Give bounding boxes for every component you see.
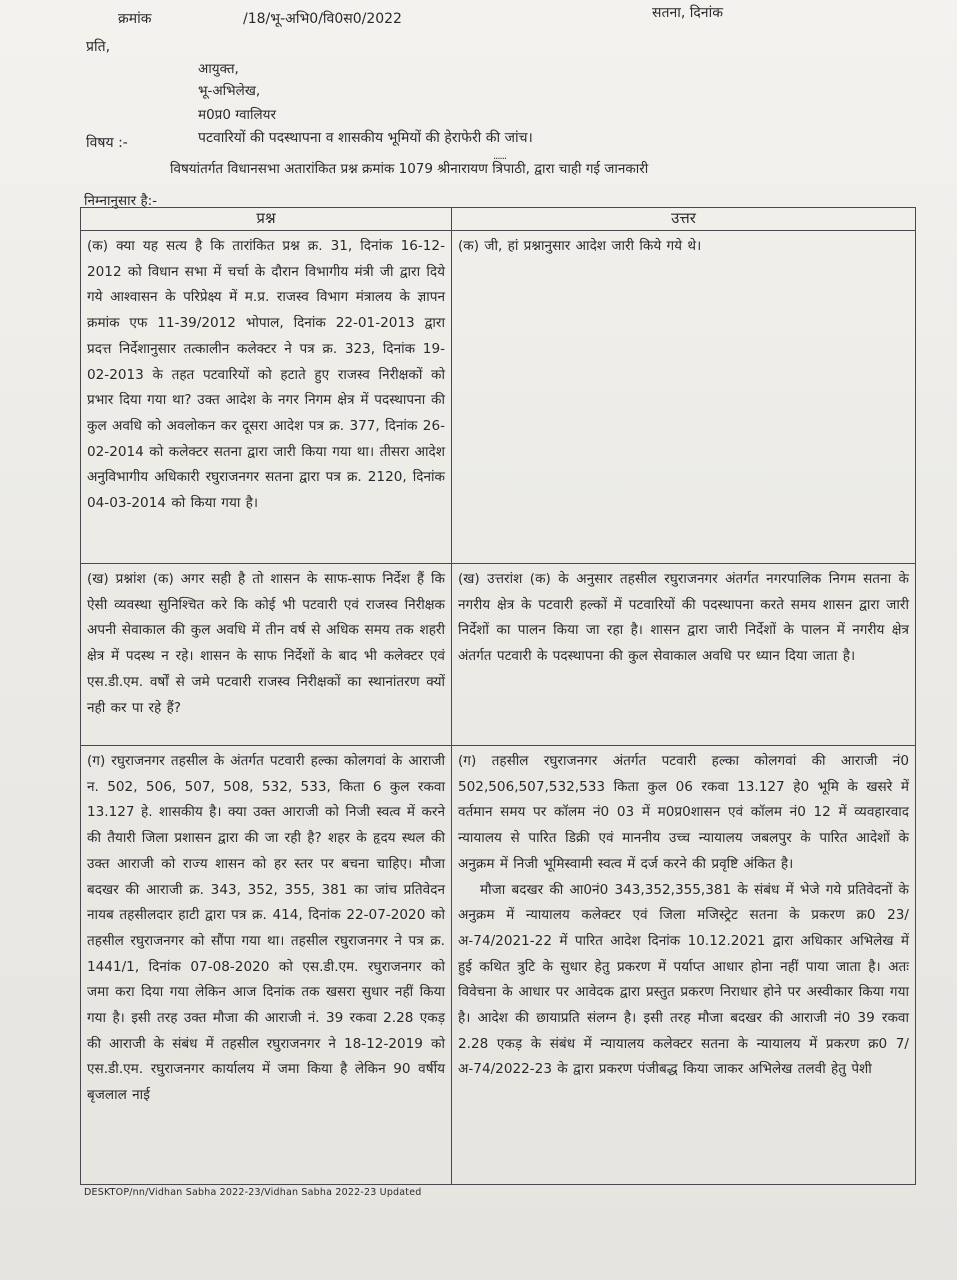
table-row (81, 564, 916, 746)
address-line-3: म0प्र0 ग्वालियर (198, 107, 277, 123)
subject-underline-mark: ...... (493, 151, 507, 162)
as-follows-line: निम्नानुसार है:- (84, 193, 158, 209)
question-answer-table (80, 207, 916, 1185)
answer-cell-ga (452, 746, 916, 1185)
subject-label: विषय :- (86, 135, 128, 151)
answer-text-ga-1: (ग) तहसील रघुराजनगर अंतर्गत पटवारी हल्का कोलगवां की आराजी नं0 502,506,507,532,533 किता कुल 06 रकवा 13.127 हे0 भूमि के खसरे में वर्तमान समय पर कॉलम नं0 03 में म0प्र0शासन एवं कॉलम नं0 12 में व्यवहारवाद न्यायालय से पारित डिक्री एवं माननीय उच्च न्यायालय जबलपुर के पारित आदेशों के अनुक्रम में निजी भूमिस्वामी स्वत्व में दर्ज करने की प्रवृष्टि अंकित है। (458, 753, 909, 872)
question-text-ka: (क) क्या यह सत्य है कि तारांकित प्रश्न क्र. 31, दिनांक 16-12-2012 को विधान सभा में चर्चा के दौरान विभागीय मंत्री जी द्वारा दिये गये आश्वासन के परिप्रेक्ष्य में म.प्र. राजस्व विभाग मंत्रालय के ज्ञापन क्रमांक एफ 11-39/2012 भोपाल, दिनांक 22-01-2013 द्वारा प्रदत्त निर्देशानुसार तत्कालीन कलेक्टर ने पत्र क्र. 323, दिनांक 19-02-2013 के तहत पटवारियों को हटाते हुए राजस्व निरीक्षकों को प्रभार दिया गया था? उक्त आदेश के नगर निगम क्षेत्र में पदस्थापना की कुल अवधि को अवलोकन कर दूसरा आदेश पत्र क्र. 377, दिनांक 26-02-2014 को कलेक्टर सतना द्वारा जारी किया गया था। तीसरा आदेश अनुविभागीय अधिकारी रघुराजनगर सतना द्वारा पत्र क्र. 2120, दिनांक 04-03-2014 को किया गया है। (87, 238, 445, 512)
kramank-label: क्रमांक (118, 11, 152, 27)
answer-cell-kha (452, 564, 916, 746)
answer-text-kha: (ख) उत्तरांश (क) के अनुसार तहसील रघुराजनगर अंतर्गत नगरपालिक निगम सतना के नगरीय क्षेत्र के पटवारी हल्कों में पटवारियों की पदस्थापना करते समय शासन द्वारा जारी निर्देशों का पालन किया जा रहा है। शासन द्वारा जारी निर्देशों के पालन में नगरीय क्षेत्र अंतर्गत पटवारी के पदस्थापना की कुल सेवाकाल अवधि पर ध्यान दिया जाता है। (458, 571, 909, 665)
question-cell-ka (81, 231, 452, 564)
subject-text: पटवारियों की पदस्थापना व शासकीय भूमियों की हेराफेरी की जांच। (198, 130, 533, 146)
header-question: प्रश्न (81, 208, 452, 231)
place-date: सतना, दिनांक (652, 5, 723, 21)
answer-text-ga-2: मौजा बदखर की आ0नं0 343,352,355,381 के संबंध में भेजे गये प्रतिवेदनों के अनुक्रम में न्यायालय कलेक्टर एवं जिला मजिस्ट्रेट सतना के प्रकरण क्र0 23/अ-74/2021-22 में पारित आदेश दिनांक 10.12.2021 द्वारा अधिकार अभिलेख में हुई कथित त्रुटि के सुधार हेतु प्रकरण में पर्याप्त आधार होना नहीं पाया जाता है। अतः विवेचना के आधार पर आवेदक द्वारा प्रस्तुत प्रकरण निराधार होने पर अस्वीकार किया गया है। आदेश की छायाप्रति संलग्न है। इसी तरह मौजा बदखर की आराजी नं0 39 रकवा 2.28 एकड़ के संबंध में न्यायालय कलेक्टर सतना के न्यायालय में प्रकरण क्र0 7/अ-74/2022-23 के द्वारा प्रकरण पंजीबद्ध किया जाकर अभिलेख तलवी हेतु पेशी (458, 881, 909, 1078)
address-line-1: आयुक्त, (198, 61, 239, 77)
table-row (81, 746, 916, 1185)
question-cell-ga (81, 746, 452, 1185)
table-row (81, 231, 916, 564)
footer-file-path: DESKTOP/nn/Vidhan Sabha 2022-23/Vidhan Sabha 2022-23 Updated (84, 1187, 422, 1198)
letter-number: /18/भू-अभि0/वि0स0/2022 (243, 11, 402, 27)
question-text-kha: (ख) प्रश्नांश (क) अगर सही है तो शासन के साफ-साफ निर्देश हैं कि ऐसी व्यवस्था सुनिश्चित करे कि कोई भी पटवारी एवं राजस्व निरीक्षक अपनी सेवाकाल की कुल अवधि में तीन वर्ष से अधिक समय तक शहरी क्षेत्र में पदस्थ न रहे। शासन के साफ निर्देशों के बाद भी कलेक्टर एवं एस.डी.एम. वर्षों से जमे पटवारी राजस्व निरीक्षकों का स्थानांतरण क्यों नही कर पा रहे हैं? (87, 571, 445, 716)
question-text-ga: (ग) रघुराजनगर तहसील के अंतर्गत पटवारी हल्का कोलगवां के आराजी न. 502, 506, 507, 508, 532, 533, किता 6 कुल रकवा 13.127 हे. शासकीय है। क्या उक्त आराजी को निजी स्वत्व में करने की तैयारी जिला प्रशासन द्वारा की जा रही है? शहर के हृदय स्थल की उक्त आराजी को राज्य शासन को हर स्तर पर बचना चाहिए। मौजा बदखर की आराजी क्र. 343, 352, 355, 381 का जांच प्रतिवेदन नायब तहसीलदार हाटी द्वारा पत्र क्र. 414, दिनांक 22-07-2020 को तहसील रघुराजनगर को सौंपा गया था। तहसील रघुराजनगर ने पत्र क्र. 1441/1, दिनांक 07-08-2020 को एस.डी.एम. रघुराजनगर को जमा करा दिया गया लेकिन आज दिनांक तक खसरा सुधार नहीं किया गया है। इसी तरह उक्त मौजा की आराजी नं. 39 रकवा 2.28 एकड़ की आराजी के संबंध में तहसील रघुराजनगर ने 18-12-2019 को एस.डी.एम. रघुराजनगर कार्यालय में जमा किया है लेकिन 90 वर्षीय बृजलाल नाई (87, 753, 445, 1104)
table-header-row (81, 208, 916, 231)
address-line-2: भू-अभिलेख, (198, 83, 261, 99)
answer-cell-ka (452, 231, 916, 564)
answer-text-ka: (क) जी, हां प्रश्नानुसार आदेश जारी किये गये थे। (458, 238, 702, 254)
prati-label: प्रति, (86, 39, 111, 55)
header-answer: उत्तर (452, 208, 916, 231)
reference-line: विषयांतर्गत विधानसभा अतारांकित प्रश्न क्रमांक 1079 श्रीनारायण त्रिपाठी, द्वारा चाही गई जानकारी (170, 161, 649, 177)
question-cell-kha (81, 564, 452, 746)
